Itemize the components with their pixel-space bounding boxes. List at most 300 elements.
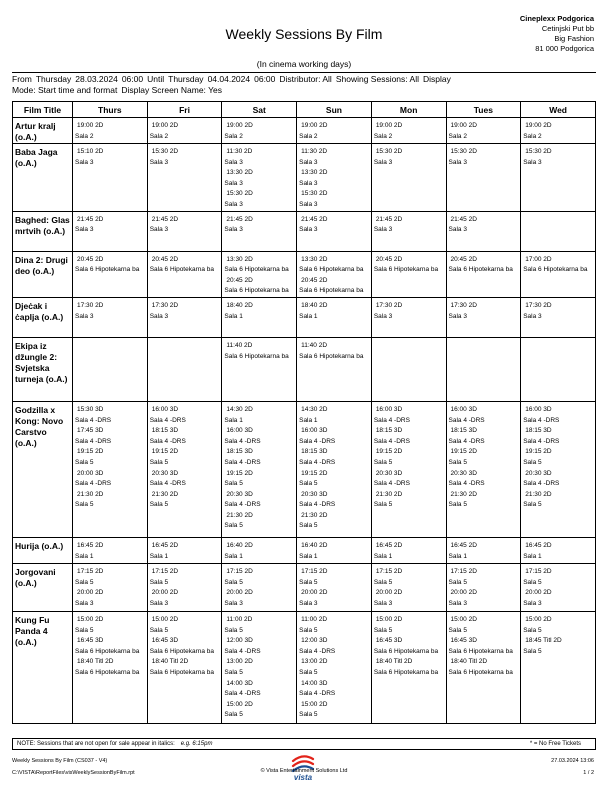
film-title: Ekipa iz džungle 2: Svjetska turneja (o.A.)	[15, 340, 68, 384]
session-time: 20:00 2D	[151, 589, 179, 597]
session	[75, 588, 145, 609]
session-time: 15:30 2D	[301, 190, 328, 198]
session-screen: Sala 2	[149, 132, 169, 140]
session-screen: Sala 5	[224, 668, 243, 676]
param-value: 06:00	[121, 74, 144, 84]
session	[224, 511, 294, 532]
session	[299, 189, 369, 210]
session-screen: Sala 3	[448, 158, 467, 166]
session	[449, 588, 519, 609]
session-cell	[521, 537, 596, 563]
session-screen: Sala 3	[299, 599, 318, 607]
session-time: 17:15 2D	[151, 567, 179, 575]
session-cell	[147, 211, 222, 251]
session-time: 11:30 2D	[301, 148, 328, 155]
session-time: 13:30 2D	[226, 255, 253, 263]
session	[374, 215, 444, 236]
report-title: Weekly Sessions By Film	[225, 26, 383, 42]
session-screen: Sala 3	[523, 599, 542, 607]
session-screen: Sala 3	[373, 312, 393, 320]
session	[523, 121, 593, 142]
session-cell	[222, 337, 297, 401]
session-screen: Sala 5	[448, 501, 467, 509]
table-header-row	[13, 102, 596, 118]
param-value: Showing Sessions: All	[335, 74, 419, 84]
session-screen: Sala 6 Hipotekarna ba	[373, 668, 439, 676]
company-line: 81 000 Podgorica	[535, 44, 594, 53]
session-cell	[521, 401, 596, 537]
session	[150, 469, 220, 490]
session	[374, 657, 444, 678]
session	[224, 615, 294, 636]
session-cell	[222, 118, 297, 144]
session-time: 15:00 2D	[375, 615, 403, 623]
session-time: 14:00 3D	[301, 679, 328, 687]
session	[299, 469, 369, 490]
session-time: 19:00 2D	[450, 122, 477, 129]
session-cell	[521, 297, 596, 337]
session-cell	[446, 401, 521, 537]
session-cell	[147, 144, 222, 212]
session	[449, 301, 519, 322]
session	[449, 121, 519, 142]
session-time: 18:40 Titl 2D	[450, 658, 488, 666]
session-screen: Sala 4 -DRS	[224, 437, 261, 445]
session	[150, 121, 220, 142]
session-screen: Sala 3	[448, 226, 467, 234]
session-time: 19:00 2D	[151, 122, 179, 129]
session-screen: Sala 5	[523, 501, 542, 509]
session-screen: Sala 5	[224, 578, 243, 586]
session	[224, 147, 294, 168]
session	[523, 405, 593, 426]
session-cell	[371, 144, 446, 212]
session-screen: Sala 4 -DRS	[299, 458, 336, 466]
params-line-2	[12, 85, 596, 96]
session	[374, 301, 444, 322]
session-time: 16:00 3D	[450, 405, 477, 413]
session-screen: Sala 5	[523, 458, 542, 466]
session-screen: Sala 3	[75, 226, 94, 234]
session-time: 20:00 2D	[450, 589, 477, 597]
session	[75, 657, 145, 678]
film-title-cell	[13, 337, 73, 401]
session-time: 20:00 2D	[77, 589, 104, 597]
param-value: 04.04.2024	[207, 74, 251, 84]
session-cell	[446, 118, 521, 144]
session	[150, 615, 220, 636]
session-screen: Sala 4 -DRS	[299, 501, 336, 509]
session-time: 21:45 2D	[301, 215, 328, 223]
session-screen: Sala 1	[523, 552, 542, 560]
vista-logo-text: vista	[293, 773, 313, 782]
session-time: 21:30 2D	[301, 511, 328, 519]
session-screen: Sala 3	[224, 158, 243, 166]
session-screen: Sala 1	[149, 552, 169, 560]
session	[523, 469, 593, 490]
session-screen: Sala 2	[224, 132, 243, 140]
film-title: Dina 2: Drugi deo (o.A.)	[15, 254, 68, 276]
session-time: 17:15 2D	[525, 567, 552, 575]
session	[75, 426, 145, 447]
session-cell	[222, 611, 297, 723]
session-cell	[446, 611, 521, 723]
session-time: 17:15 2D	[77, 567, 104, 575]
film-title: Baba Jaga (o.A.)	[15, 147, 58, 168]
session-cell	[521, 251, 596, 297]
session-time: 21:30 2D	[450, 490, 477, 498]
session-time: 16:00 3D	[525, 405, 552, 413]
note-text: NOTE: Sessions that are not open for sale appear in italics:	[17, 741, 175, 747]
session-cell	[222, 537, 297, 563]
session	[75, 447, 145, 468]
session	[523, 636, 593, 657]
session	[224, 679, 294, 700]
session-time: 19:15 2D	[375, 448, 403, 456]
session	[299, 511, 369, 532]
film-title-cell	[13, 401, 73, 537]
session	[299, 615, 369, 636]
film-title: Hurija (o.A.)	[15, 540, 64, 551]
session	[75, 255, 145, 276]
session-screen: Sala 1	[448, 552, 467, 560]
table-row	[13, 297, 596, 337]
session-cell	[371, 401, 446, 537]
session-screen: Sala 5	[75, 501, 94, 509]
session-screen: Sala 3	[373, 599, 393, 607]
session-screen: Sala 6 Hipotekarna ba	[224, 266, 289, 274]
session	[75, 541, 145, 562]
no-free-tickets-legend: * = No Free Tickets	[529, 741, 581, 747]
session-time: 16:45 3D	[151, 637, 179, 645]
session-screen: Sala 4 -DRS	[149, 437, 186, 445]
session-cell	[521, 611, 596, 723]
session	[374, 541, 444, 562]
session-time: 18:45 Titl 2D	[525, 637, 562, 645]
session	[224, 490, 294, 511]
session-screen: Sala 4 -DRS	[149, 416, 186, 424]
session-time: 15:30 3D	[77, 405, 104, 413]
session	[374, 121, 444, 142]
session-screen: Sala 2	[448, 132, 467, 140]
session	[299, 147, 369, 168]
param-value: Thursday	[35, 74, 72, 84]
session-screen: Sala 5	[373, 501, 393, 509]
session	[523, 147, 593, 168]
session-time: 18:40 Titl 2D	[151, 658, 189, 666]
session-time: 20:00 2D	[301, 589, 328, 597]
session-time: 18:40 Titl 2D	[375, 658, 413, 666]
session	[449, 215, 519, 236]
session-screen: Sala 6 Hipotekarna ba	[373, 647, 439, 655]
param-value: Distributor: All	[279, 74, 332, 84]
session-cell	[371, 118, 446, 144]
column-header: Sun	[297, 102, 372, 118]
session-time: 17:00 2D	[525, 255, 552, 263]
session-time: 16:45 3D	[77, 637, 104, 645]
session-screen: Sala 3	[299, 179, 318, 187]
session	[224, 469, 294, 490]
session-time: 11:40 2D	[301, 341, 328, 349]
session	[299, 405, 369, 426]
company-line: Cetinjski Put bb	[541, 24, 594, 33]
params-line-1	[12, 74, 596, 85]
session-screen: Sala 5	[448, 626, 467, 634]
session	[374, 469, 444, 490]
session-screen: Sala 5	[224, 711, 243, 719]
session-time: 16:45 2D	[450, 541, 477, 549]
param-value: 06:00	[254, 74, 276, 84]
session-time: 19:15 2D	[226, 469, 253, 477]
session-cell	[73, 563, 148, 611]
session-time: 21:45 2D	[226, 215, 253, 223]
session-cell	[147, 297, 222, 337]
session-time: 21:45 2D	[450, 215, 477, 223]
session	[523, 588, 593, 609]
session-time: 20:45 2D	[450, 255, 477, 263]
session-cell	[147, 537, 222, 563]
session-cell	[73, 337, 148, 401]
session-time: 16:45 2D	[525, 541, 552, 549]
param-value: 28.03.2024	[75, 74, 118, 84]
session-screen: Sala 6 Hipotekarna ba	[523, 266, 588, 274]
session-screen: Sala 5	[448, 458, 467, 466]
session-screen: Sala 4 -DRS	[224, 458, 261, 466]
session-time: 20:45 2D	[77, 255, 104, 263]
session-screen: Sala 5	[299, 578, 318, 586]
session-screen: Sala 1	[299, 312, 318, 320]
film-title-cell	[13, 118, 73, 144]
session-cell	[521, 118, 596, 144]
session	[150, 426, 220, 447]
session-time: 16:00 3D	[226, 427, 253, 435]
session-screen: Sala 6 Hipotekarna ba	[448, 266, 513, 274]
session	[224, 541, 294, 562]
session-screen: Sala 2	[523, 132, 542, 140]
session-screen: Sala 2	[373, 132, 393, 140]
session-cell	[297, 251, 372, 297]
session-screen: Sala 3	[224, 599, 243, 607]
session	[299, 541, 369, 562]
session	[224, 447, 294, 468]
session-screen: Sala 5	[149, 578, 169, 586]
session	[224, 657, 294, 678]
session	[75, 301, 145, 322]
film-title: Kung Fu Panda 4 (o.A.)	[15, 614, 50, 647]
session	[150, 147, 220, 168]
session	[449, 255, 519, 276]
param-value: Display	[423, 74, 451, 84]
session	[299, 276, 369, 297]
session-time: 16:40 2D	[301, 541, 328, 549]
session-time: 12:00 3D	[301, 637, 328, 645]
session	[449, 567, 519, 588]
session	[224, 168, 294, 189]
session-time: 17:15 2D	[450, 567, 477, 575]
session-screen: Sala 6 Hipotekarna ba	[149, 668, 215, 676]
session	[299, 679, 369, 700]
session	[299, 121, 369, 142]
session-screen: Sala 6 Hipotekarna ba	[224, 287, 289, 295]
session	[449, 426, 519, 447]
session-time: 17:15 2D	[226, 567, 253, 575]
session-screen: Sala 3	[299, 158, 318, 166]
session-screen: Sala 5	[299, 522, 318, 530]
session-time: 20:30 3D	[525, 469, 552, 477]
session	[150, 541, 220, 562]
footer-right	[551, 757, 594, 777]
session	[150, 636, 220, 657]
session-time: 21:45 2D	[77, 215, 104, 223]
session-time: 18:40 2D	[226, 301, 253, 309]
session-screen: Sala 4 -DRS	[75, 416, 112, 424]
session	[150, 567, 220, 588]
session-screen: Sala 1	[373, 552, 393, 560]
session-cell	[371, 563, 446, 611]
session-screen: Sala 3	[75, 158, 94, 166]
session	[449, 147, 519, 168]
session	[299, 636, 369, 657]
session-time: 19:15 2D	[151, 448, 179, 456]
session-time: 17:30 2D	[450, 301, 477, 309]
session	[224, 301, 294, 322]
session-time: 21:30 2D	[77, 490, 104, 498]
film-title: Djeċak i ċaplja (o.A.)	[15, 300, 64, 322]
session-screen: Sala 3	[149, 226, 169, 234]
session	[299, 447, 369, 468]
session-screen: Sala 3	[75, 312, 94, 320]
session-screen: Sala 4 -DRS	[448, 437, 485, 445]
session	[374, 447, 444, 468]
session-time: 11:40 2D	[226, 341, 253, 349]
session-time: 21:30 2D	[375, 490, 403, 498]
session-time: 17:30 2D	[375, 301, 403, 309]
note-example: e.g. 6:15pm	[180, 741, 213, 747]
session-cell	[371, 337, 446, 401]
session	[224, 426, 294, 447]
footer-copyright: © Vista Entertainment Solutions Ltd	[260, 768, 348, 774]
column-header: Fri	[147, 102, 222, 118]
session-cell	[147, 118, 222, 144]
report-path: C:\VISTA\ReportFiles\visWeeklySessionByFilm.rpt	[12, 770, 135, 776]
session-time: 19:00 2D	[375, 122, 403, 129]
session-time: 16:45 2D	[375, 541, 403, 549]
session-cell	[446, 337, 521, 401]
session-time: 20:45 2D	[301, 276, 328, 284]
session-time: 20:00 3D	[77, 469, 104, 477]
session-screen: Sala 4 -DRS	[75, 437, 112, 445]
session-time: 21:45 2D	[375, 215, 403, 223]
session-screen: Sala 5	[299, 480, 318, 488]
session	[449, 636, 519, 657]
session-screen: Sala 6 Hipotekarna ba	[149, 266, 215, 274]
param-value: Until	[147, 74, 165, 84]
session-time: 15:30 2D	[450, 148, 477, 155]
session-screen: Sala 3	[224, 226, 243, 234]
session-screen: Sala 3	[149, 158, 169, 166]
session-screen: Sala 5	[149, 458, 169, 466]
session	[449, 615, 519, 636]
table-row	[13, 337, 596, 401]
session	[374, 255, 444, 276]
table-row	[13, 144, 596, 212]
session	[150, 215, 220, 236]
session-screen: Sala 5	[224, 626, 243, 634]
session	[523, 615, 593, 636]
session-cell	[73, 297, 148, 337]
column-header: Film Title	[13, 102, 73, 118]
session-time: 17:30 2D	[525, 301, 552, 309]
session-time: 19:15 2D	[450, 448, 477, 456]
session-cell	[147, 611, 222, 723]
session-screen: Sala 6 Hipotekarna ba	[299, 352, 364, 360]
film-title-cell	[13, 251, 73, 297]
session-cell	[297, 337, 372, 401]
session	[299, 215, 369, 236]
session-screen: Sala 5	[224, 522, 243, 530]
session-cell	[446, 537, 521, 563]
session-screen: Sala 2	[75, 132, 94, 140]
session-time: 15:30 2D	[226, 190, 253, 198]
session-cell	[73, 401, 148, 537]
session-time: 19:00 2D	[525, 122, 552, 129]
session-screen: Sala 3	[75, 599, 94, 607]
session-screen: Sala 3	[373, 226, 393, 234]
session-cell	[73, 537, 148, 563]
session	[75, 490, 145, 511]
session-screen: Sala 6 Hipotekarna ba	[448, 668, 513, 676]
session-cell	[147, 401, 222, 537]
session-time: 19:00 2D	[77, 122, 104, 129]
session-time: 20:45 2D	[151, 255, 179, 263]
session	[150, 657, 220, 678]
session-cell	[147, 337, 222, 401]
session	[449, 405, 519, 426]
session-time: 21:30 2D	[151, 490, 179, 498]
session	[224, 588, 294, 609]
company-line: Big Fashion	[554, 34, 594, 43]
param-value: Display Screen Name: Yes	[121, 85, 222, 95]
session-time: 14:30 2D	[226, 405, 253, 413]
session	[374, 615, 444, 636]
session	[449, 469, 519, 490]
session-cell	[371, 251, 446, 297]
session-screen: Sala 5	[149, 626, 169, 634]
session-cell	[297, 297, 372, 337]
column-header: Sat	[222, 102, 297, 118]
film-title-cell	[13, 297, 73, 337]
session	[75, 215, 145, 236]
session-screen: Sala 5	[299, 668, 318, 676]
table-row	[13, 537, 596, 563]
session-time: 11:00 2D	[226, 615, 253, 623]
session-time: 17:30 2D	[151, 301, 179, 309]
session-time: 20:00 2D	[525, 589, 552, 597]
session-time: 20:30 3D	[151, 469, 179, 477]
session-time: 19:15 2D	[301, 469, 328, 477]
session	[150, 255, 220, 276]
table-row	[13, 251, 596, 297]
session-screen: Sala 1	[224, 416, 243, 424]
session-time: 19:15 2D	[77, 448, 104, 456]
session-screen: Sala 3	[448, 599, 467, 607]
session-time: 20:30 3D	[301, 490, 328, 498]
session	[299, 341, 369, 362]
session-screen: Sala 6 Hipotekarna ba	[299, 266, 364, 274]
session-time: 13:00 2D	[226, 658, 253, 666]
session-time: 19:15 2D	[525, 448, 552, 456]
table-row	[13, 211, 596, 251]
